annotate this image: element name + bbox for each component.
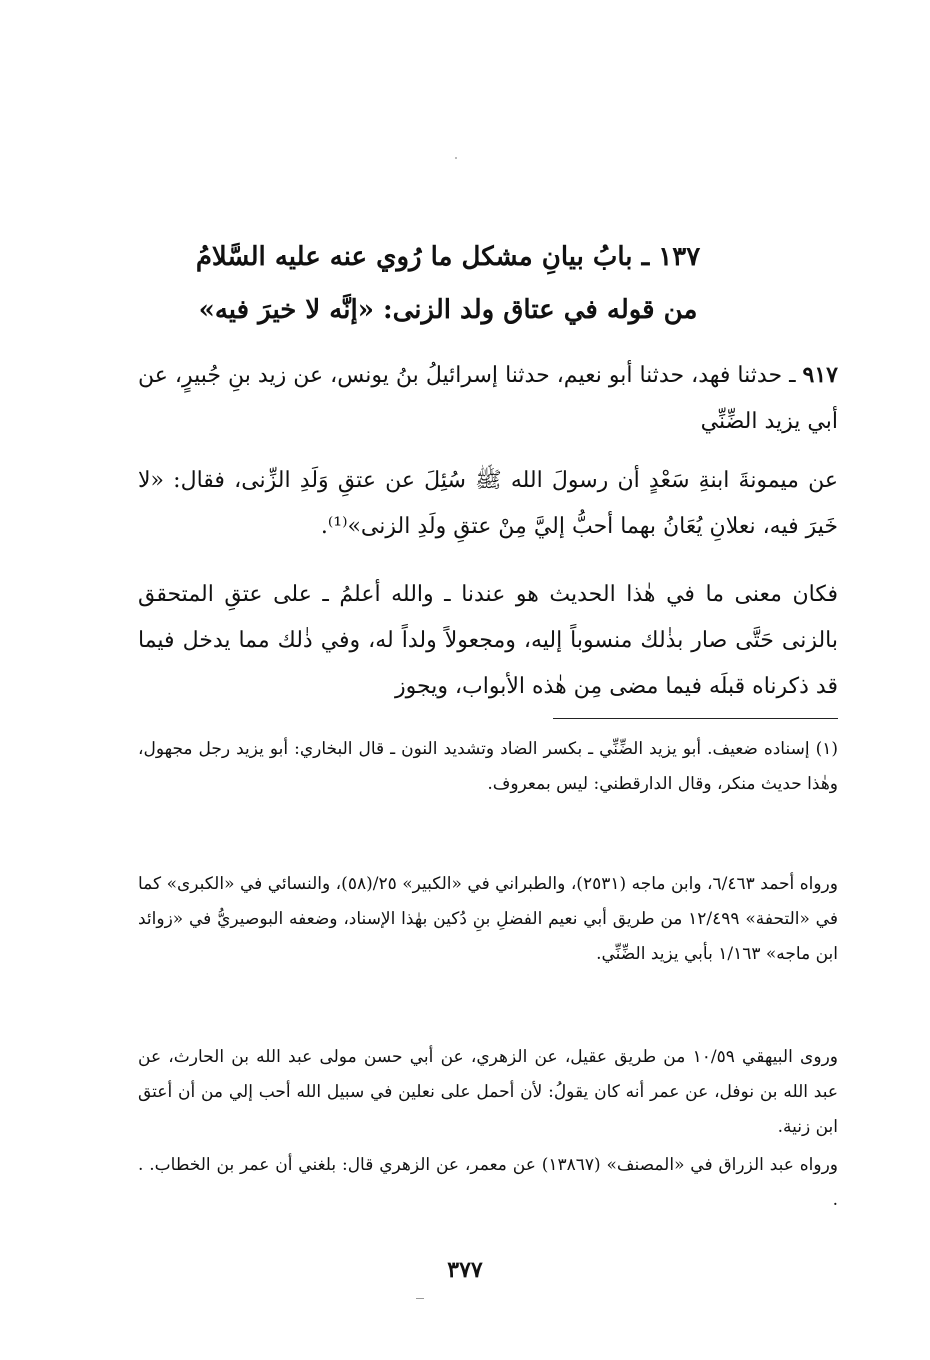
- footnote-separator: [553, 718, 838, 719]
- footnote-4: ورواه عبد الزراق في «المصنف» (١٣٨٦٧) عن معمر، عن الزهري قال: بلغني أن عمر بن الخطاب. . .: [138, 1155, 839, 1210]
- footnote-3: وروى البيهقي ١٠/٥٩ من طريق عقيل، عن الزهري، عن أبي حسن مولى عبد الله بن الحارث، عن عبد الله بن نوفل، عن عمر أنه كان يقولُ: لأن أحمل على نعلين في سبيل الله أحب إلي من أن أعتق ابن زنية.: [138, 1047, 838, 1137]
- footnote-1: (١) إسناده ضعيف. أبو يزيد الضِّنِّي ـ بكسر الضاد وتشديد النون ـ قال البخاري: أبو يزيد رجل مجهول، وهٰذا حديث منكر، وقال الدارقطني: ليس بمعروف.: [138, 739, 838, 794]
- page-number: ٣٧٧: [447, 1257, 483, 1283]
- scan-speck: [455, 157, 457, 159]
- hadith-matn-paragraph: عن ميمونةَ ابنةِ سَعْدٍ أن رسولَ الله ﷺ سُئِلَ عن عتقِ وَلَدِ الزِّنى، فقال: «لا خَيرَ فيه، نعلانِ يُعَانُ بهما أحبُّ إليَّ مِنْ عتقِ ولَدِ الزنى»⁽¹⁾.: [138, 468, 838, 539]
- hadith-isnad-text: ـ حدثنا فهد، حدثنا أبو نعيم، حدثنا إسرائيلُ بنُ يونس، عن زيد بنِ جُبيرٍ، عن أبي يزيد الضِّنِّي: [138, 363, 838, 434]
- chapter-subheading: من قوله في عتاق ولد الزنى: «إنَّه لا خيرَ فيه»: [198, 295, 698, 325]
- commentary-paragraph: فكان معنى ما في هٰذا الحديث هو عندنا ـ والله أعلمُ ـ على عتقِ المتحقق بالزنى حَتَّى صار بذٰلك منسوباً إليه، ومجعولاً ولداً له، وفي ذٰلك مما يدخل فيما قد ذكرناه قبلَه فيما مضى مِن هٰذه الأبواب، ويجوز: [138, 582, 838, 699]
- chapter-heading: ١٣٧ ـ بابُ بيانِ مشكل ما رُوي عنه عليه السَّلامُ: [195, 242, 701, 272]
- footnote-2: ورواه أحمد ٦/٤٦٣، وابن ماجه (٢٥٣١)، والطبراني في «الكبير» ٢٥/(٥٨)، والنسائي في «الكبرى» كما في «التحفة» ١٢/٤٩٩ من طريق أبي نعيم الفضلِ بنِ دُكين بهٰذا الإسناد، وضعفه البوصيريُّ في «زوائد ابن ماجه» ١/١٦٣ بأبي يزيد الضِّنِّي.: [138, 874, 838, 964]
- hadith-number: ٩١٧: [802, 362, 838, 388]
- hadith-isnad-paragraph: [138, 352, 838, 445]
- bottom-mark: [416, 1298, 424, 1299]
